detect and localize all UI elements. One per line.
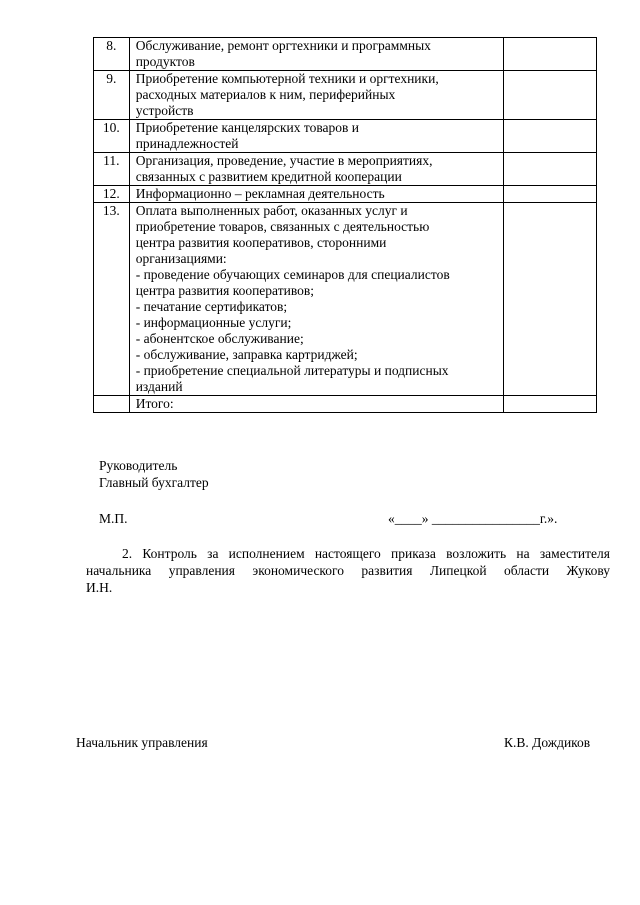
table-row [94,153,597,186]
row-number: 9. [94,71,130,120]
row-number: 8. [94,38,130,71]
table-row [94,203,597,396]
row-description [129,186,503,203]
row-amount [504,186,597,203]
row-description [129,396,503,413]
description-line: приобретение товаров, связанных с деятельностью [135,219,430,234]
accountant-label: Главный бухгалтер [99,475,209,490]
table-row [94,120,597,153]
description-line: Организация, проведение, участие в мероприятиях, [135,153,433,168]
row-amount [504,71,597,120]
description-line: Информационно – рекламная деятельность [135,186,385,201]
signature-block [99,457,209,491]
description-line: связанных с развитием кредитной кооперации [135,169,402,184]
description-line: Приобретение канцелярских товаров и [135,120,360,135]
description-line: - обслуживание, заправка картриджей; [135,347,358,362]
expense-table-body [94,38,597,413]
paragraph-line: начальника управления экономического развития Липецкой области Жукову [86,563,610,578]
row-description [129,153,503,186]
row-amount [504,203,597,396]
table-row [94,396,597,413]
description-line: центра развития кооперативов, сторонними [135,235,387,250]
table-row [94,71,597,120]
table-row [94,186,597,203]
row-number: 10. [94,120,130,153]
row-number: 11. [94,153,130,186]
control-paragraph [86,545,610,596]
description-line: Приобретение компьютерной техники и оргтехники, [135,71,439,86]
row-amount [504,396,597,413]
row-description [129,38,503,71]
row-amount [504,120,597,153]
description-line: Итого: [135,396,174,411]
row-amount [504,38,597,71]
paragraph-line: 2. Контроль за исполнением настоящего приказа возложить на заместителя [122,546,610,561]
table-row [94,38,597,71]
description-line: - абонентское обслуживание; [135,331,304,346]
description-line: Оплата выполненных работ, оказанных услуг и [135,203,408,218]
row-description [129,203,503,396]
description-line: изданий [135,379,183,394]
description-line: - проведение обучающих семинаров для специалистов [135,267,450,282]
description-line: центра развития кооперативов; [135,283,314,298]
row-amount [504,153,597,186]
description-line: - приобретение специальной литературы и подписных [135,363,449,378]
chief-name: К.В. Дождиков [504,735,591,750]
description-line: организациями: [135,251,227,266]
description-line: - информационные услуги; [135,315,292,330]
description-line: - печатание сертификатов; [135,299,288,314]
row-description [129,120,503,153]
stamp-place-label: М.П. [99,511,128,526]
row-description [129,71,503,120]
row-number: 13. [94,203,130,396]
expense-table [93,37,597,413]
date-placeholder: «____» ________________г.». [388,511,558,526]
description-line: принадлежностей [135,136,239,151]
description-line: Обслуживание, ремонт оргтехники и программных [135,38,431,53]
description-line: продуктов [135,54,195,69]
head-label: Руководитель [99,458,178,473]
description-line: устройств [135,103,194,118]
paragraph-line: И.Н. [86,580,113,595]
row-number: 12. [94,186,130,203]
description-line: расходных материалов к ним, периферийных [135,87,396,102]
row-number [94,396,130,413]
chief-title: Начальник управления [76,735,208,750]
